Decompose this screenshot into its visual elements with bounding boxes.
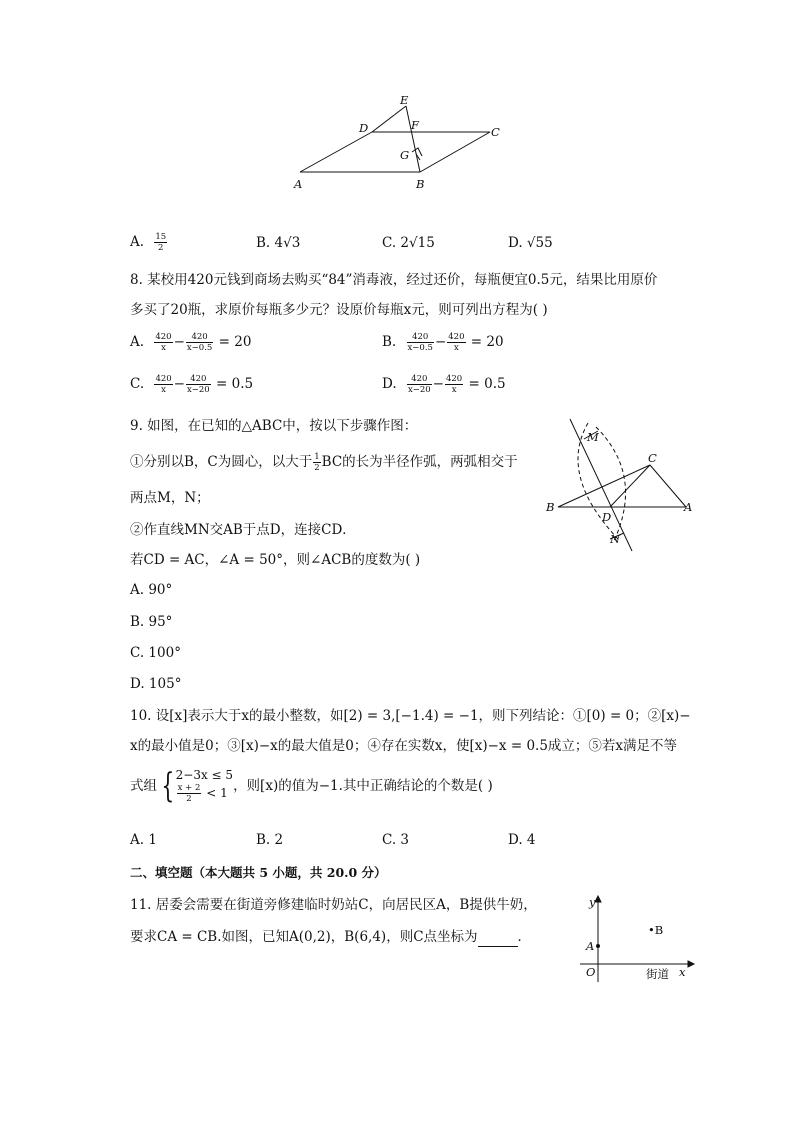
q9-line2-part2: BC的长为半径作弧，两弧相交于 [321, 454, 518, 470]
q10-option-d[interactable]: D. 4 [508, 832, 536, 848]
fraction-1 [154, 332, 172, 353]
fraction-1 [407, 332, 434, 353]
frac-den: x−20 [407, 385, 431, 395]
frac-den: 2 [158, 243, 164, 253]
q9-stem-line1: 9. 如图，在已知的△ABC中，按以下步骤作图： [130, 418, 418, 434]
q8-stem-line2: 多买了20瓶，求原价每瓶多少元？设原价每瓶x元，则可列出方程为( ) [130, 302, 548, 318]
side-ca [650, 465, 686, 507]
option-label: B. [382, 334, 397, 350]
q7-option-a-label: A. [130, 234, 145, 250]
q9-option-c[interactable]: C. 100° [130, 645, 181, 661]
label-street: 街道 [646, 967, 669, 981]
q9-stem-line3: 两点M，N； [130, 490, 210, 506]
frac-den: x−20 [186, 385, 210, 395]
q7-option-c[interactable]: C. 2√15 [382, 235, 435, 251]
q7-option-a-fraction [154, 232, 167, 253]
frac-num: 420 [448, 332, 465, 342]
side-bc [558, 465, 650, 507]
coordinate-figure [578, 894, 696, 986]
label-m: M [587, 430, 599, 444]
frac-den: x [451, 385, 457, 395]
x-axis-arrow [688, 961, 694, 967]
frac-den: x−0.5 [407, 343, 433, 353]
q11-line2-end: ． [517, 929, 532, 945]
perpendicular-bisector-mn [570, 419, 632, 551]
q8-option-b[interactable]: B. $\frac{420}{x-0.5}$ − $\frac{420}{x}$ = 20 [382, 332, 504, 353]
label-c: C [491, 125, 500, 139]
q7-option-a[interactable] [130, 232, 168, 253]
q10-option-b[interactable]: B. 2 [256, 832, 284, 848]
inequality-1: 2−3x ≤ 5 [175, 768, 234, 782]
frac-den: x [161, 385, 166, 395]
ineq2-fraction [177, 783, 202, 804]
q9-stem-line5: 若CD = AC，∠A = 50°，则∠ACB的度数为( ) [130, 552, 421, 568]
frac-den: x−0.5 [186, 343, 213, 353]
frac-den: 2 [186, 794, 192, 804]
equation-rhs: = 0.5 [216, 376, 254, 392]
label-d: D [359, 121, 369, 135]
q9-option-b[interactable]: B. 95° [130, 614, 173, 630]
inequality-2 [176, 783, 233, 804]
frac-num: x + 2 [177, 783, 201, 793]
system-brace: { [161, 766, 175, 806]
triangle-construction-figure [540, 415, 700, 553]
q10-stem-line3 [130, 768, 493, 804]
section-heading: 二、填空题（本大题共 5 小题，共 20.0 分） [130, 865, 387, 880]
q7-option-d[interactable]: D. √55 [508, 235, 553, 251]
fraction-2 [445, 374, 463, 395]
q8-option-c[interactable]: C. $\frac{420}{x}$ − $\frac{420}{x-20}$ = 0.5 [130, 374, 254, 395]
q11-stem-line2 [130, 927, 531, 947]
side-ad [300, 132, 372, 172]
label-point-b: •B [648, 923, 664, 937]
fraction-1 [154, 374, 172, 395]
q11-stem-line1: 11. 居委会需要在街道旁修建临时奶站C，向居民区A，B提供牛奶， [130, 897, 537, 913]
frac-den: 2 [314, 463, 320, 473]
frac-num: 420 [407, 374, 432, 385]
q9-stem-line4: ②作直线MN交AB于点D，连接CD． [130, 522, 356, 538]
point-a [597, 945, 600, 948]
option-label: A. [130, 334, 145, 350]
frac-den: x [453, 343, 459, 353]
equation-rhs: = 20 [218, 334, 252, 350]
option-label: C. [130, 376, 145, 392]
parallelogram-figure [288, 92, 508, 196]
label-o: O [586, 965, 596, 979]
q10-option-c[interactable]: C. 3 [382, 832, 410, 848]
label-y: y [589, 895, 596, 909]
label-b: B [416, 177, 425, 191]
y-axis-arrow [595, 896, 601, 902]
q7-option-b[interactable]: B. 4√3 [256, 235, 301, 251]
frac-num: 420 [186, 332, 213, 343]
q9-option-a[interactable]: A. 90° [130, 582, 173, 598]
ineq2-rhs: < 1 [206, 786, 228, 800]
q9-stem-line2 [130, 452, 518, 473]
label-a: A [586, 939, 595, 953]
option-label: D. [382, 376, 397, 392]
fraction-2 [186, 332, 213, 353]
fraction-1 [407, 374, 432, 395]
fraction-2 [447, 332, 465, 353]
frac-num: 420 [155, 374, 172, 384]
label-n: N [610, 532, 621, 546]
q9-line2-part1: ①分别以B，C为圆心，以大于 [130, 454, 313, 470]
segment-de [372, 106, 406, 132]
label-a: A [294, 177, 303, 191]
frac-num: 15 [155, 232, 167, 242]
fraction-2 [186, 374, 211, 395]
frac-num: 420 [407, 332, 434, 343]
frac-num: 1 [314, 452, 320, 462]
q10-stem-line2: x的最小值是0；③[x)−x的最大值是0；④存在实数x，使[x)−x = 0.5成立；⑤若x满足不等 [130, 738, 678, 754]
q10-stem-line1: 10. 设[x]表示大于x的最小整数，如[2) = 3,[−1.4) = −1，则下列结论：①[0) = 0；②[x)− [130, 708, 691, 724]
inequality-system [176, 768, 233, 804]
equation-rhs: = 0.5 [468, 376, 506, 392]
label-d: D [602, 510, 612, 524]
frac-den: x [161, 343, 166, 353]
segment-cd [610, 465, 650, 507]
equation-rhs: = 20 [470, 334, 504, 350]
q8-stem-line1: 8. 某校用420元钱到商场去购买“84”消毒液，经过还价，每瓶便宜0.5元，结果比用原价 [130, 272, 658, 288]
frac-num: 420 [445, 374, 463, 384]
side-cb [420, 132, 490, 172]
frac-num: 420 [155, 332, 172, 342]
q8-option-d[interactable]: D. $\frac{420}{x-20}$ − $\frac{420}{x}$ = 0.5 [382, 374, 506, 395]
q10-prefix: 式组 [130, 778, 157, 794]
q10-option-a[interactable]: A. 1 [130, 832, 157, 848]
label-e: E [400, 93, 409, 107]
label-b: B [546, 500, 555, 514]
q8-option-a[interactable]: A. $\frac{420}{x}$ − $\frac{420}{x-0.5}$ = 20 [130, 332, 252, 353]
q11-line2-text: 要求CA = CB.如图，已知A(0,2)，B(6,4)，则C点坐标为 [130, 929, 478, 945]
label-g: G [400, 148, 410, 162]
label-f: F [411, 118, 419, 132]
answer-blank[interactable] [478, 932, 518, 947]
label-a: A [684, 500, 693, 514]
label-c: C [648, 451, 657, 465]
half-fraction [313, 452, 320, 473]
q10-suffix: ，则[x)的值为−1.其中正确结论的个数是( ) [233, 778, 493, 794]
frac-num: 420 [186, 374, 211, 385]
segment-be [406, 106, 420, 172]
q9-option-d[interactable]: D. 105° [130, 676, 182, 692]
label-x: x [679, 965, 686, 979]
